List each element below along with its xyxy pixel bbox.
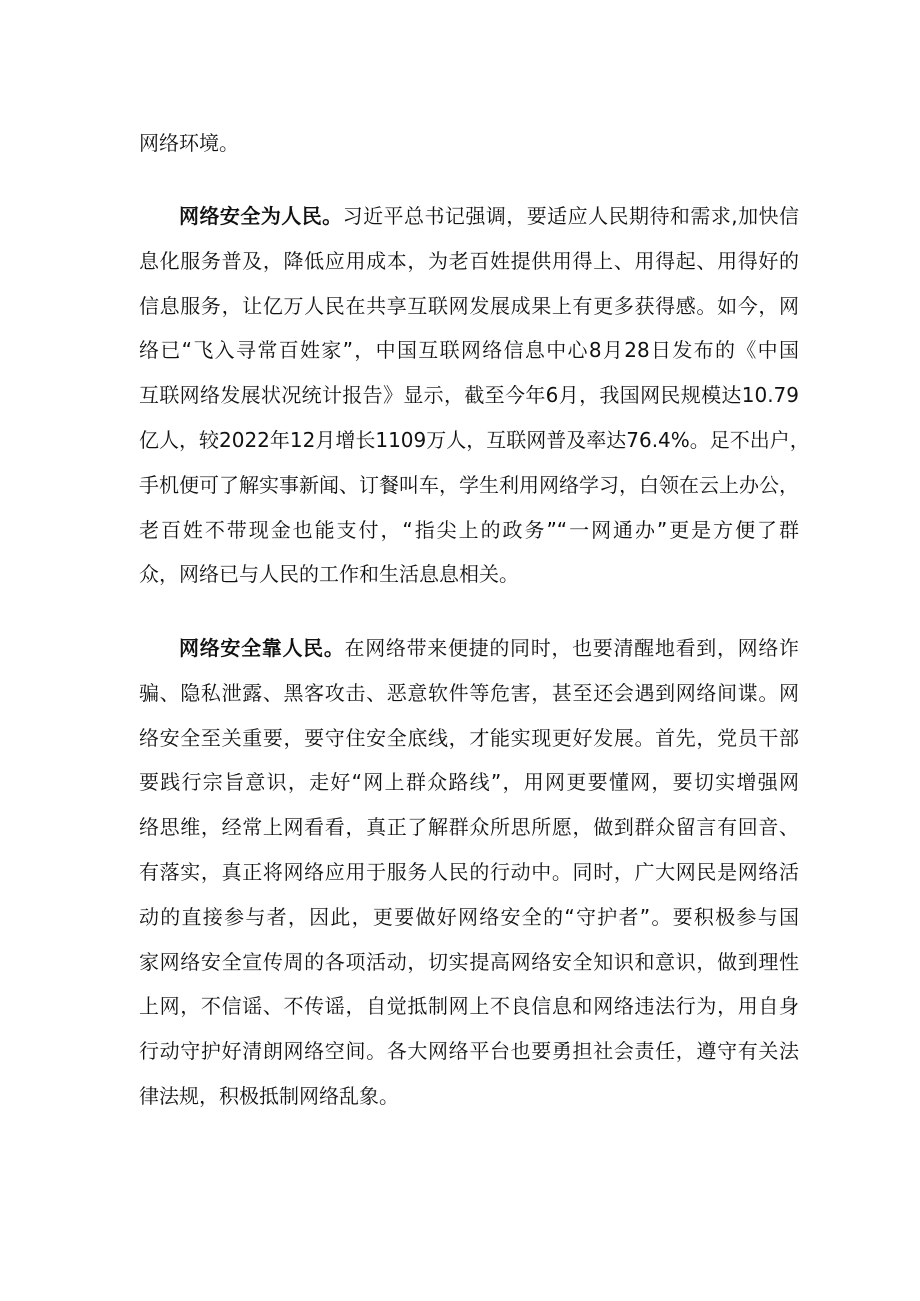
continuation-line: 网络环境。 [139, 131, 239, 155]
paragraph-2-line: 上网，不信谣、不传谣，自觉抵制网上不良信息和网络违法行为，用自身 [139, 994, 799, 1018]
paragraph-2-line: 骗、隐私泄露、黑客攻击、恶意软件等危害，甚至还会遇到网络间谍。网 [139, 681, 799, 705]
paragraph-2-line: 络安全至关重要，要守住安全底线，才能实现更好发展。首先，党员干部 [139, 726, 799, 750]
paragraph-1-line: 众，网络已与人民的工作和生活息息相关。 [139, 562, 519, 586]
paragraph-1-line: 信息服务，让亿万人民在共享互联网发展成果上有更多获得感。如今，网 [139, 294, 799, 318]
paragraph-1-heading: 网络安全为人民。 [179, 204, 343, 228]
paragraph-2-first-line [179, 628, 799, 668]
paragraph-2-heading: 网络安全靠人民。 [179, 636, 345, 660]
paragraph-1-first-line [179, 196, 799, 236]
paragraph-2-line: 有落实，真正将网络应用于服务人民的行动中。同时，广大网民是网络活 [139, 860, 799, 884]
paragraph-2-line: 行动守护好清朗网络空间。各大网络平台也要勇担社会责任，遵守有关法 [139, 1039, 799, 1063]
paragraph-2-line: 动的直接参与者，因此，更要做好网络安全的“守护者”。要积极参与国 [139, 905, 799, 929]
paragraph-2-line: 家网络安全宣传周的各项活动，切实提高网络安全知识和意识，做到理性 [139, 950, 799, 974]
paragraph-2-line: 要践行宗旨意识，走好“网上群众路线”，用网更要懂网，要切实增强网 [139, 770, 799, 794]
paragraph-1-line: 息化服务普及，降低应用成本，为老百姓提供用得上、用得起、用得好的 [139, 249, 799, 273]
paragraph-2-first-line-text: 在网络带来便捷的同时，也要清醒地看到，网络诈 [344, 636, 800, 660]
paragraph-1-first-line-text: 习近平总书记强调，要适应人民期待和需求,加快信 [342, 204, 800, 228]
paragraph-1-line: 互联网络发展状况统计报告》显示，截至今年6月，我国网民规模达10.79 [139, 383, 799, 407]
paragraph-1-line: 亿人，较2022年12月增长1109万人，互联网普及率达76.4%。足不出户， [139, 428, 810, 452]
paragraph-1-line: 络已“飞入寻常百姓家”，中国互联网络信息中心8月28日发布的《中国 [139, 338, 799, 362]
paragraph-2-line: 络思维，经常上网看看，真正了解群众所思所愿，做到群众留言有回音、 [139, 815, 799, 839]
paragraph-1-line: 老百姓不带现金也能支付，“指尖上的政务”“一网通办”更是方便了群 [139, 518, 799, 542]
paragraph-1-line: 手机便可了解实事新闻、订餐叫车，学生利用网络学习，白领在云上办公， [139, 473, 799, 497]
paragraph-2-line: 律法规，积极抵制网络乱象。 [139, 1084, 399, 1108]
